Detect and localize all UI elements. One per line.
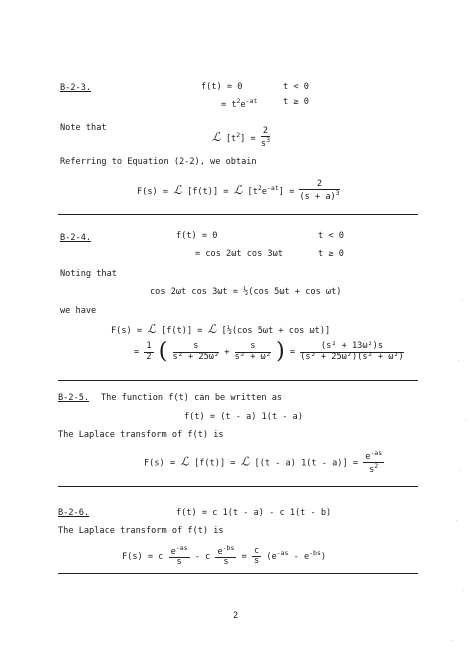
laplace-symbol-icon: ℒ (233, 182, 243, 197)
scan-speck (460, 470, 461, 471)
b23-line2: = $t^2e^{-at}$ (221, 97, 258, 110)
section-divider (58, 214, 418, 215)
b24-identity: cos 2ωt cos 3ωt = ½(cos 5ωt + cos ωt) (150, 287, 342, 297)
b25-result-equation: F(s) = ℒ [f(t)] = ℒ [(t - a) 1(t - a)] = $\frac{e^{-as}}{s^2}$ (144, 449, 383, 476)
b24-noting: Noting that (60, 269, 117, 279)
b24-line2-cond: t ≥ 0 (318, 249, 344, 259)
b24-we-have: we have (60, 306, 97, 316)
b26-equation: f(t) = c 1(t - a) - c 1(t - b) (176, 508, 332, 518)
problem-label-b-2-6: B-2-6. (58, 508, 90, 518)
b25-text: The function f(t) can be written as (101, 393, 283, 403)
b23-reference: Referring to Equation (2-2), we obtain (60, 157, 257, 167)
laplace-symbol-icon: ℒ (212, 129, 221, 144)
laplace-symbol-icon: ℒ (173, 182, 182, 197)
b25-transform-label: The Laplace transform of f(t) is (58, 430, 224, 440)
laplace-symbol-icon: ℒ (240, 454, 250, 469)
b23-result-equation: F(s) = ℒ [f(t)] = ℒ $[t^2e^{-at}]$ = $\frac{2}{(s + a)^3}$ (137, 179, 340, 203)
b26-transform-label: The Laplace transform of f(t) is (58, 526, 224, 536)
section-divider (58, 486, 418, 487)
b24-line2: = cos 2ωt cos 3ωt (195, 249, 283, 259)
b23-note-equation: ℒ $[t^2]$ = $\frac{2}{s^3}$ (212, 126, 270, 150)
laplace-symbol-icon: ℒ (207, 322, 217, 336)
laplace-symbol-icon: ℒ (180, 454, 189, 469)
b23-line1-lhs: f(t) = 0 (201, 82, 243, 92)
b23-line1-cond: t < 0 (283, 82, 309, 92)
scan-speck (458, 360, 459, 361)
problem-label-b-2-5: B-2-5. (58, 393, 90, 403)
b23-line2-cond: t ≥ 0 (283, 97, 309, 107)
scan-speck (465, 420, 466, 421)
b24-line1-lhs: f(t) = 0 (176, 231, 218, 241)
section-divider (58, 573, 418, 574)
b24-result-equation: = $\frac{1}{2}$ ( $\frac{s}{\text{s² + 25ω²}}$ + $\frac{s}{\text{s² + ω²}}$ ) = $\frac{\text{(s² + 13ω²)s}}{\text{(s² + 25ω²)(s² + ω²)}}$ (134, 339, 404, 364)
b24-line1-cond: t < 0 (318, 231, 344, 241)
scan-speck (463, 590, 464, 591)
scan-speck (462, 300, 463, 301)
section-divider (58, 380, 418, 381)
b26-result-equation: F(s) = c $\frac{e^{-as}}{s}$ - c $\frac{e^{-bs}}{s}$ = $\frac{c}{s}$ $(e^{-as} - e^{-bs})$ (122, 544, 327, 568)
b25-equation: f(t) = (t - a) 1(t - a) (184, 412, 303, 422)
problem-label-b-2-3: B-2-3. (60, 83, 92, 93)
b23-note: Note that (60, 123, 107, 133)
b24-transform-equation: F(s) = ℒ [f(t)] = ℒ [½(cos 5ωt + cos ωt)] (111, 322, 331, 336)
problem-label-b-2-4: B-2-4. (60, 233, 92, 243)
laplace-symbol-icon: ℒ (147, 322, 156, 336)
scan-speck (452, 640, 453, 641)
scan-speck (456, 520, 457, 521)
page-number: 2 (233, 611, 239, 621)
